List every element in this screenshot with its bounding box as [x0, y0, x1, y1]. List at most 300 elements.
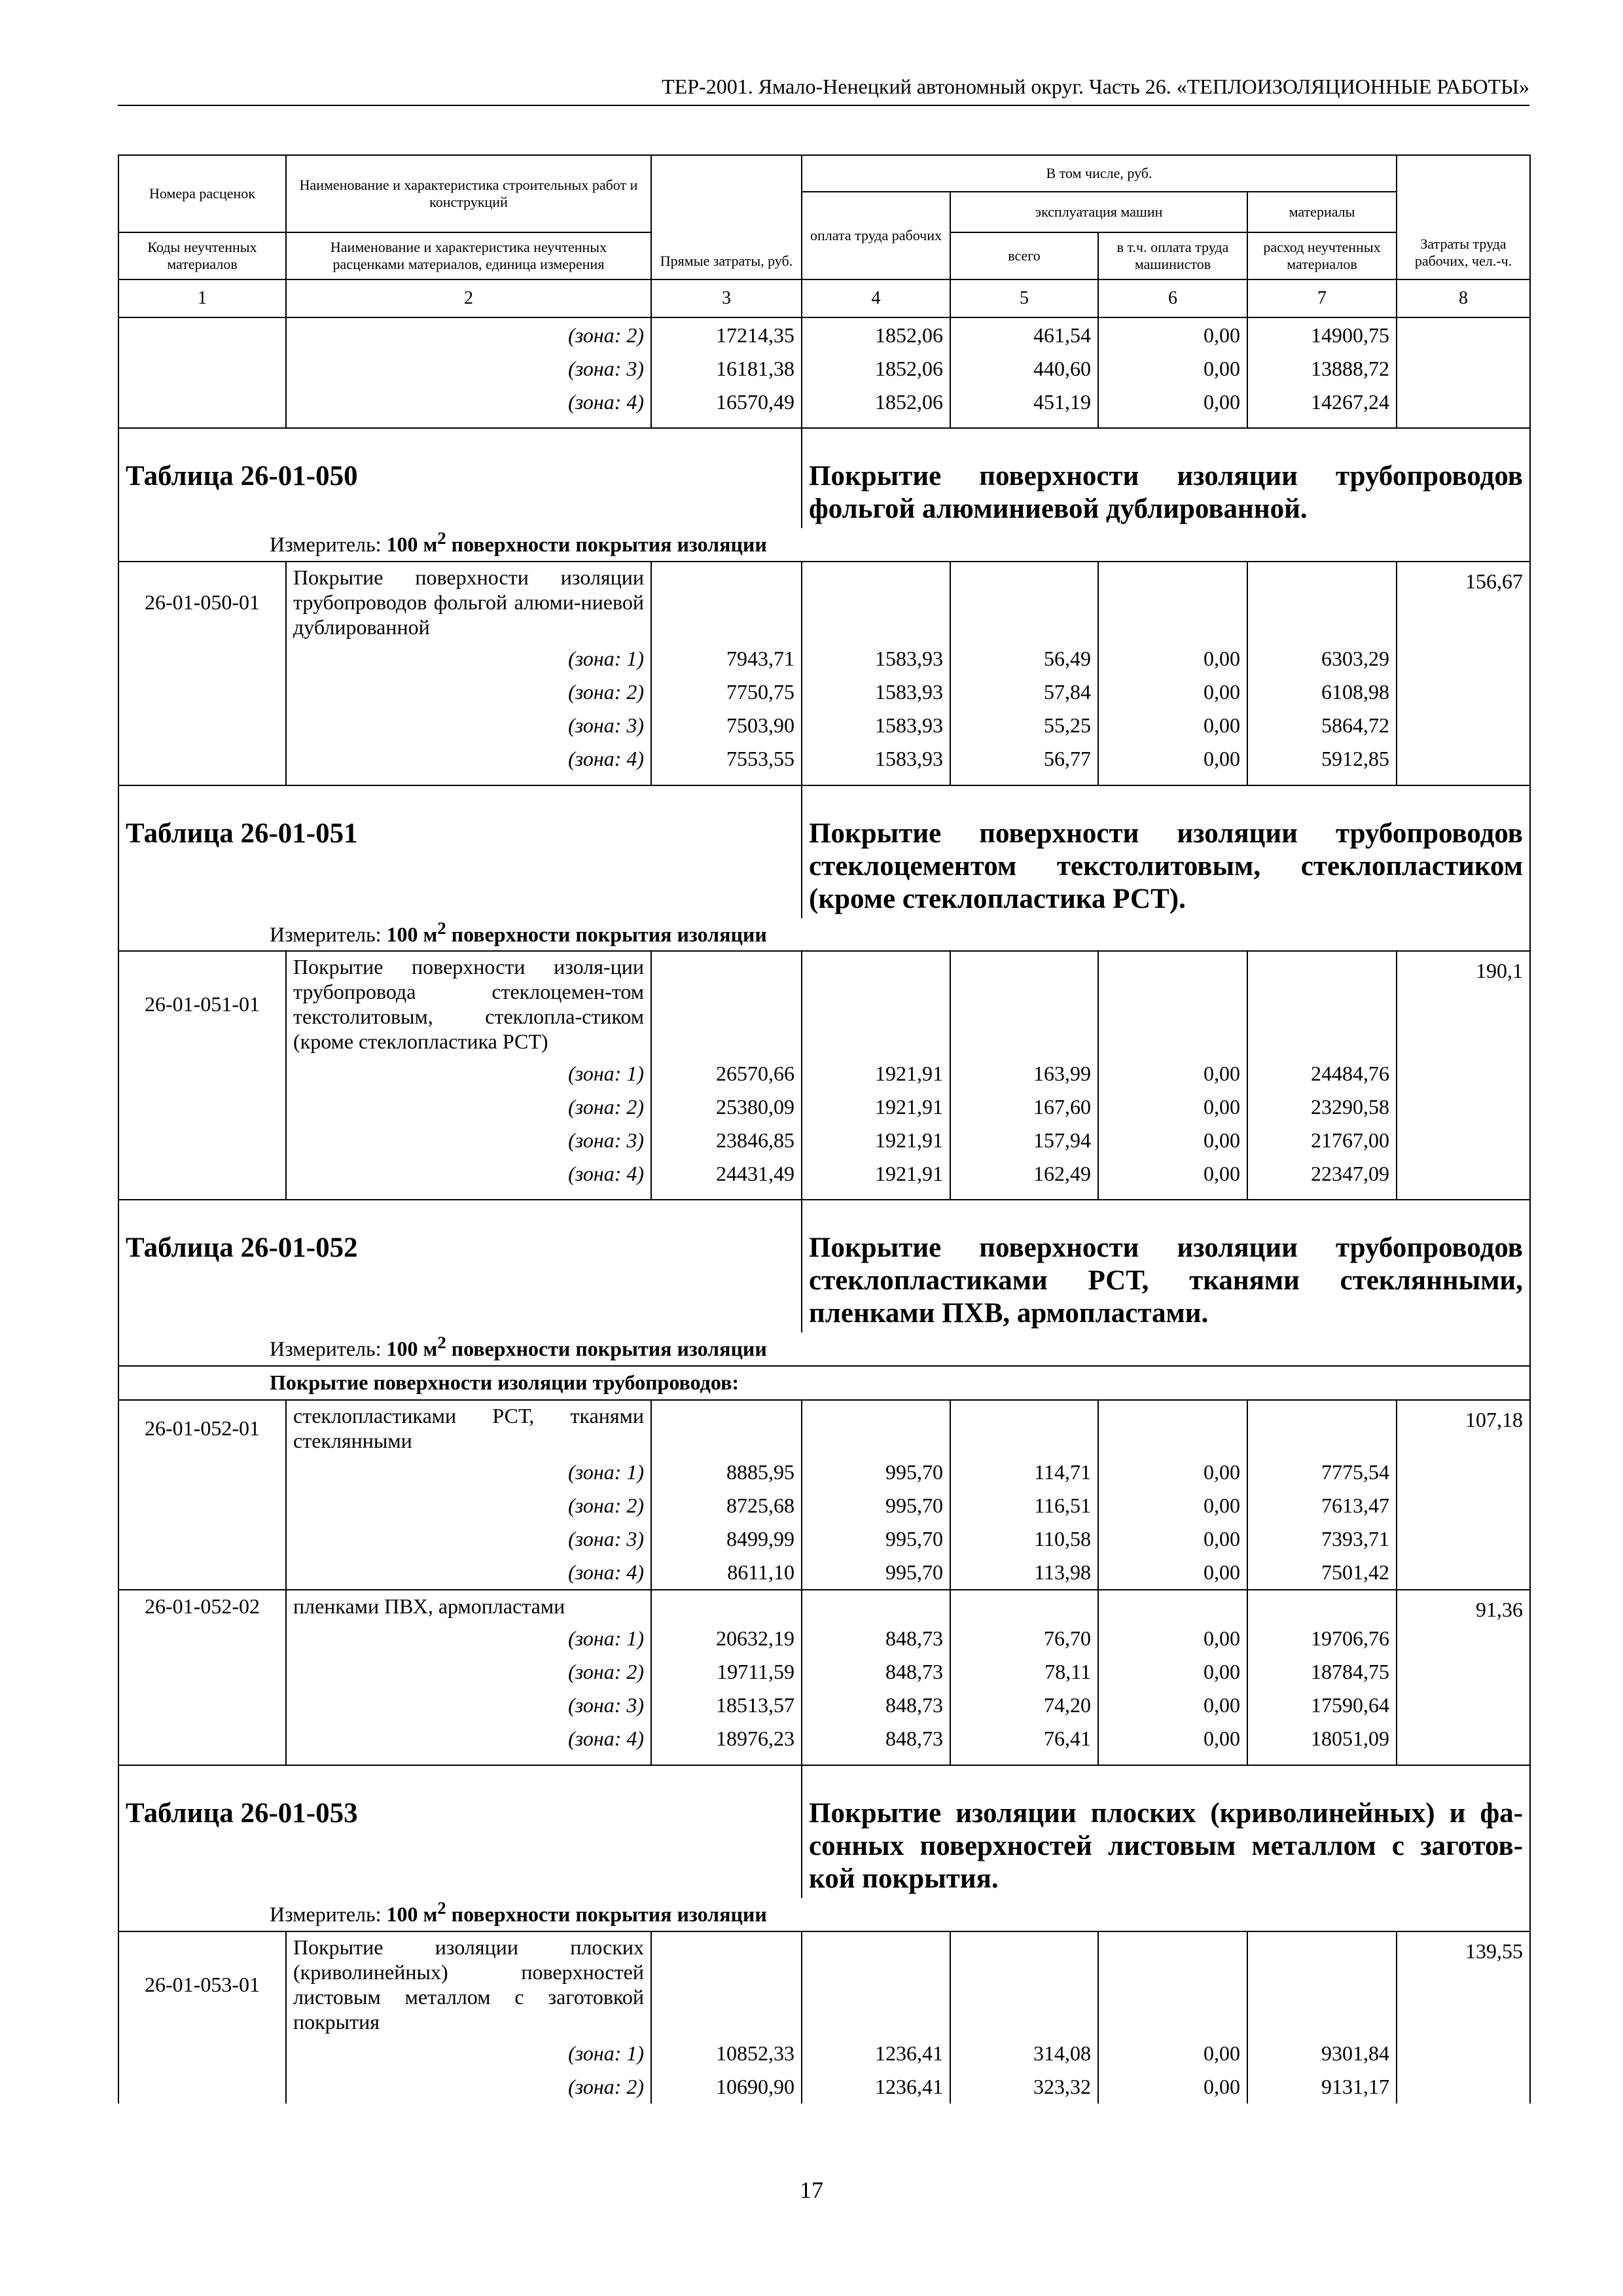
machinists-pay-value: 0,00 [1098, 1157, 1247, 1190]
zone-label: (зона: 1) [286, 1622, 651, 1655]
zone-label: (зона: 2) [286, 1489, 651, 1522]
zone-row [118, 351, 1530, 385]
col-labor-costs: Затраты труда рабочих, чел.-ч. [1397, 155, 1530, 279]
materials-value: 23290,58 [1247, 1090, 1397, 1123]
labor-pay-value: 848,73 [802, 1622, 950, 1655]
labor-hours-cell [1397, 351, 1530, 385]
measure-value: 100 м [386, 532, 438, 556]
direct-costs-value: 10690,90 [651, 2070, 802, 2104]
rate-description: стеклопластиками РСТ, тканями стеклянными [286, 1400, 651, 1456]
rate-row [118, 1400, 1530, 1456]
materials-value: 19706,76 [1247, 1622, 1397, 1655]
running-header: ТЕР-2001. Ямало-Ненецкий автономный округ. Часть 26. «ТЕПЛОИЗОЛЯЦИОННЫЕ РАБОТЫ» [662, 75, 1529, 98]
labor-hours-value: 107,18 [1397, 1400, 1530, 1456]
spacer-cell [286, 1190, 651, 1200]
labor-pay-value: 995,70 [802, 1489, 950, 1522]
materials-value: 9131,17 [1247, 2070, 1397, 2104]
labor-pay-value: 995,70 [802, 1556, 950, 1590]
machines-value: 76,70 [950, 1622, 1098, 1655]
zone-row [118, 1123, 1530, 1157]
zone-label: (зона: 1) [286, 1056, 651, 1090]
labor-hours-value: 139,55 [1397, 1931, 1530, 2037]
zone-row [118, 1622, 1530, 1655]
table-section-header [118, 785, 1530, 918]
labor-hours-cell [1397, 675, 1530, 709]
labor-hours-cell [1397, 1157, 1530, 1190]
machinists-pay-value: 0,00 [1098, 1655, 1247, 1689]
zone-label: (зона: 1) [286, 1456, 651, 1489]
materials-value: 14900,75 [1247, 317, 1397, 351]
labor-hours-value: 156,67 [1397, 562, 1530, 642]
zone-row [118, 2037, 1530, 2070]
empty-cell [1098, 562, 1247, 642]
labor-hours-cell [1397, 1456, 1530, 1489]
labor-hours-cell [1397, 1489, 1530, 1522]
zone-label: (зона: 4) [286, 1556, 651, 1590]
measure-description: поверхности покрытия изоляции [446, 922, 767, 946]
col-machines-total: всего [950, 232, 1098, 279]
zone-label: (зона: 2) [286, 1090, 651, 1123]
zone-row [118, 1689, 1530, 1722]
machines-value: 56,49 [950, 642, 1098, 675]
measure-unit [118, 528, 1530, 562]
labor-pay-value: 1236,41 [802, 2070, 950, 2104]
materials-value: 5864,72 [1247, 709, 1397, 742]
code-cell [118, 1456, 286, 1489]
materials-value: 22347,09 [1247, 1157, 1397, 1190]
labor-hours-value: 190,1 [1397, 951, 1530, 1056]
labor-pay-value: 1583,93 [802, 642, 950, 675]
zone-row [118, 317, 1530, 351]
direct-costs-value: 23846,85 [651, 1123, 802, 1157]
empty-cell [802, 951, 950, 1056]
code-cell [118, 642, 286, 675]
direct-costs-value: 16181,38 [651, 351, 802, 385]
spacer-cell [802, 1190, 950, 1200]
rate-row [118, 562, 1530, 642]
empty-cell [950, 1400, 1098, 1456]
code-cell [118, 1689, 286, 1722]
zone-row [118, 1722, 1530, 1755]
labor-pay-value: 1583,93 [802, 709, 950, 742]
spacer-cell [1397, 1190, 1530, 1200]
code-cell [118, 1489, 286, 1522]
labor-pay-value: 1921,91 [802, 1157, 950, 1190]
zone-label: (зона: 4) [286, 1157, 651, 1190]
materials-value: 24484,76 [1247, 1056, 1397, 1090]
empty-cell [950, 1590, 1098, 1622]
machines-value: 113,98 [950, 1556, 1098, 1590]
labor-hours-cell [1397, 1722, 1530, 1755]
machinists-pay-value: 0,00 [1098, 1722, 1247, 1755]
zone-row [118, 742, 1530, 776]
col-number: 6 [1098, 279, 1247, 317]
zone-row [118, 385, 1530, 418]
empty-cell [1247, 1400, 1397, 1456]
direct-costs-value: 7943,71 [651, 642, 802, 675]
col-unaccounted-materials: расход неучтенных материалов [1247, 232, 1397, 279]
code-cell [118, 1157, 286, 1190]
empty-cell [651, 1400, 802, 1456]
empty-cell [651, 1931, 802, 2037]
col-materials: материалы [1247, 192, 1397, 232]
zone-label: (зона: 2) [286, 2070, 651, 2104]
machinists-pay-value: 0,00 [1098, 1689, 1247, 1722]
spacer-cell [118, 418, 286, 428]
machinists-pay-value: 0,00 [1098, 1056, 1247, 1090]
rate-description: Покрытие изоляции плоских (криволинейных) поверхностей листовым металлом с заготовкой покрытия [286, 1931, 651, 2037]
zone-label: (зона: 4) [286, 1722, 651, 1755]
empty-cell [651, 1590, 802, 1622]
materials-value: 21767,00 [1247, 1123, 1397, 1157]
direct-costs-value: 25380,09 [651, 1090, 802, 1123]
spacer-cell [802, 1755, 950, 1765]
machines-value: 57,84 [950, 675, 1098, 709]
col-labor-pay: оплата труда рабочих [802, 192, 950, 279]
measure-prefix: Измеритель: [270, 1902, 387, 1926]
spacer-cell [286, 418, 651, 428]
measure-prefix: Измеритель: [270, 922, 387, 946]
code-cell [118, 1722, 286, 1755]
zone-row [118, 1456, 1530, 1489]
measure-value: 100 м [386, 1902, 438, 1926]
measure-description: поверхности покрытия изоляции [446, 1336, 767, 1361]
labor-hours-cell [1397, 385, 1530, 418]
table-name: Покрытие изоляции плоских (криволинейных) и фа-сонных поверхностей листовым металлом с заготов-кой покрытия. [802, 1765, 1530, 1898]
rate-code: 26-01-050-01 [118, 562, 286, 642]
col-number: 4 [802, 279, 950, 317]
spacer-cell [950, 1755, 1098, 1765]
machinists-pay-value: 0,00 [1098, 2070, 1247, 2104]
machines-value: 461,54 [950, 317, 1098, 351]
direct-costs-value: 10852,33 [651, 2037, 802, 2070]
labor-hours-cell [1397, 2070, 1530, 2104]
machines-value: 157,94 [950, 1123, 1098, 1157]
zone-label: (зона: 1) [286, 642, 651, 675]
group-label: Покрытие поверхности изоляции трубопроводов: [118, 1366, 1530, 1400]
labor-pay-value: 1852,06 [802, 385, 950, 418]
measure-superscript: 2 [437, 1897, 446, 1918]
empty-cell [802, 562, 950, 642]
code-cell [118, 1123, 286, 1157]
labor-hours-cell [1397, 1123, 1530, 1157]
machines-value: 163,99 [950, 1056, 1098, 1090]
col-work-name: Наименование и характеристика строительных работ и конструкций [286, 155, 651, 232]
code-cell [118, 1090, 286, 1123]
empty-cell [950, 562, 1098, 642]
spacer-cell [1397, 1755, 1530, 1765]
table-section-header [118, 1765, 1530, 1898]
empty-cell [1098, 1590, 1247, 1622]
spacer-cell [1098, 776, 1247, 785]
zone-row [118, 1655, 1530, 1689]
spacer-cell [1247, 1190, 1397, 1200]
measure-superscript: 2 [437, 918, 446, 938]
rate-row [118, 1931, 1530, 2037]
col-number: 7 [1247, 279, 1397, 317]
labor-hours-cell [1397, 2037, 1530, 2070]
spacer-cell [1247, 1755, 1397, 1765]
zone-row [118, 675, 1530, 709]
empty-cell [1098, 1400, 1247, 1456]
measure-description: поверхности покрытия изоляции [446, 1902, 767, 1926]
zone-label: (зона: 3) [286, 351, 651, 385]
machinists-pay-value: 0,00 [1098, 2037, 1247, 2070]
rates-table [118, 154, 1531, 2104]
zone-row [118, 1157, 1530, 1190]
direct-costs-value: 8611,10 [651, 1556, 802, 1590]
machinists-pay-value: 0,00 [1098, 742, 1247, 776]
measure-prefix: Измеритель: [270, 532, 387, 556]
table-name: Покрытие поверхности изоляции трубопроводов фольгой алюминиевой дублированной. [802, 428, 1530, 528]
direct-costs-value: 18513,57 [651, 1689, 802, 1722]
zone-row [118, 1522, 1530, 1556]
machines-value: 167,60 [950, 1090, 1098, 1123]
machinists-pay-value: 0,00 [1098, 709, 1247, 742]
rate-code: 26-01-051-01 [118, 951, 286, 1056]
empty-cell [651, 951, 802, 1056]
zone-row [118, 1090, 1530, 1123]
empty-cell [802, 1590, 950, 1622]
code-cell [118, 675, 286, 709]
code-cell [118, 1622, 286, 1655]
code-cell [118, 742, 286, 776]
zone-row [118, 1056, 1530, 1090]
materials-value: 6108,98 [1247, 675, 1397, 709]
direct-costs-value: 26570,66 [651, 1056, 802, 1090]
materials-value: 13888,72 [1247, 351, 1397, 385]
labor-hours-cell [1397, 1655, 1530, 1689]
machines-value: 451,19 [950, 385, 1098, 418]
machinists-pay-value: 0,00 [1098, 1123, 1247, 1157]
measure-value: 100 м [386, 1336, 438, 1361]
labor-pay-value: 848,73 [802, 1722, 950, 1755]
materials-value: 7613,47 [1247, 1489, 1397, 1522]
page-number: 17 [800, 2177, 823, 2203]
materials-value: 18051,09 [1247, 1722, 1397, 1755]
code-cell [118, 1522, 286, 1556]
labor-pay-value: 995,70 [802, 1522, 950, 1556]
labor-pay-value: 1583,93 [802, 742, 950, 776]
measure-row [118, 1333, 1530, 1366]
machines-value: 114,71 [950, 1456, 1098, 1489]
spacer-cell [286, 1755, 651, 1765]
spacer-row [118, 776, 1530, 785]
rate-row [118, 951, 1530, 1056]
col-material-name: Наименование и характеристика неучтенных расценками материалов, единица измерения [286, 232, 651, 279]
machinists-pay-value: 0,00 [1098, 675, 1247, 709]
materials-value: 17590,64 [1247, 1689, 1397, 1722]
spacer-cell [118, 1190, 286, 1200]
labor-hours-cell [1397, 742, 1530, 776]
rate-description: пленками ПВХ, армопластами [286, 1590, 651, 1622]
labor-hours-cell [1397, 1622, 1530, 1655]
code-cell [118, 1655, 286, 1689]
code-cell [118, 1556, 286, 1590]
rate-code: 26-01-053-01 [118, 1931, 286, 2037]
zone-row [118, 709, 1530, 742]
labor-hours-cell [1397, 642, 1530, 675]
machinists-pay-value: 0,00 [1098, 1090, 1247, 1123]
code-cell [118, 2037, 286, 2070]
spacer-cell [1098, 1190, 1247, 1200]
labor-pay-value: 1852,06 [802, 317, 950, 351]
labor-hours-cell [1397, 1689, 1530, 1722]
measure-unit [118, 1333, 1530, 1366]
labor-hours-cell [1397, 1090, 1530, 1123]
empty-cell [1247, 1590, 1397, 1622]
direct-costs-value: 7750,75 [651, 675, 802, 709]
zone-label: (зона: 2) [286, 1655, 651, 1689]
empty-cell [950, 1931, 1098, 2037]
measure-row [118, 528, 1530, 562]
rate-description: Покрытие поверхности изоляции трубопроводов фольгой алюми-ниевой дублированной [286, 562, 651, 642]
zone-label: (зона: 1) [286, 2037, 651, 2070]
table-title: Таблица 26-01-052 [118, 1200, 802, 1333]
table-name: Покрытие поверхности изоляции трубопроводов стеклоцементом текстолитовым, стеклопластиком (кроме стеклопластика РСТ). [802, 785, 1530, 918]
labor-pay-value: 848,73 [802, 1655, 950, 1689]
empty-cell [1247, 562, 1397, 642]
machinists-pay-value: 0,00 [1098, 1489, 1247, 1522]
spacer-cell [802, 418, 950, 428]
col-number: 2 [286, 279, 651, 317]
measure-row [118, 918, 1530, 952]
labor-pay-value: 1921,91 [802, 1090, 950, 1123]
machines-value: 55,25 [950, 709, 1098, 742]
spacer-cell [802, 776, 950, 785]
table-title: Таблица 26-01-053 [118, 1765, 802, 1898]
machines-value: 74,20 [950, 1689, 1098, 1722]
measure-description: поверхности покрытия изоляции [446, 532, 767, 556]
spacer-cell [1397, 776, 1530, 785]
spacer-cell [950, 418, 1098, 428]
spacer-cell [1247, 776, 1397, 785]
col-machines: эксплуатация машин [950, 192, 1247, 232]
direct-costs-value: 24431,49 [651, 1157, 802, 1190]
spacer-cell [950, 776, 1098, 785]
empty-cell [1098, 1931, 1247, 2037]
rate-code: 26-01-052-02 [118, 1590, 286, 1622]
machinists-pay-value: 0,00 [1098, 385, 1247, 418]
code-cell [118, 709, 286, 742]
header-rule [118, 105, 1529, 106]
direct-costs-value: 8725,68 [651, 1489, 802, 1522]
code-cell [118, 1056, 286, 1090]
measure-superscript: 2 [437, 528, 446, 548]
materials-value: 6303,29 [1247, 642, 1397, 675]
col-number: 5 [950, 279, 1098, 317]
spacer-cell [118, 776, 286, 785]
direct-costs-value: 20632,19 [651, 1622, 802, 1655]
code-cell [118, 317, 286, 351]
direct-costs-value: 7503,90 [651, 709, 802, 742]
spacer-row [118, 1755, 1530, 1765]
zone-label: (зона: 3) [286, 1522, 651, 1556]
empty-cell [651, 562, 802, 642]
measure-unit [118, 1898, 1530, 1931]
machinists-pay-value: 0,00 [1098, 1522, 1247, 1556]
labor-pay-value: 1583,93 [802, 675, 950, 709]
zone-row [118, 642, 1530, 675]
direct-costs-value: 19711,59 [651, 1655, 802, 1689]
labor-hours-cell [1397, 1522, 1530, 1556]
empty-cell [802, 1931, 950, 2037]
machinists-pay-value: 0,00 [1098, 1622, 1247, 1655]
rates-table-body [118, 155, 1530, 2104]
direct-costs-value: 8499,99 [651, 1522, 802, 1556]
table-section-header [118, 1200, 1530, 1333]
machines-value: 116,51 [950, 1489, 1098, 1522]
direct-costs-value: 16570,49 [651, 385, 802, 418]
materials-value: 14267,24 [1247, 385, 1397, 418]
empty-cell [1247, 951, 1397, 1056]
zone-label: (зона: 4) [286, 742, 651, 776]
spacer-cell [1397, 418, 1530, 428]
code-cell [118, 385, 286, 418]
labor-pay-value: 848,73 [802, 1689, 950, 1722]
rate-description: Покрытие поверхности изоля-ции трубопровода стеклоцемен-том текстолитовым, стеклопла-стиком (кроме стеклопластика РСТ) [286, 951, 651, 1056]
spacer-cell [651, 1755, 802, 1765]
labor-pay-value: 1236,41 [802, 2037, 950, 2070]
direct-costs-value: 8885,95 [651, 1456, 802, 1489]
materials-value: 18784,75 [1247, 1655, 1397, 1689]
spacer-cell [118, 1755, 286, 1765]
machines-value: 323,32 [950, 2070, 1098, 2104]
materials-value: 5912,85 [1247, 742, 1397, 776]
machinists-pay-value: 0,00 [1098, 1456, 1247, 1489]
spacer-row [118, 418, 1530, 428]
measure-row [118, 1898, 1530, 1931]
materials-value: 7501,42 [1247, 1556, 1397, 1590]
empty-cell [802, 1400, 950, 1456]
spacer-cell [286, 776, 651, 785]
measure-prefix: Измеритель: [270, 1336, 387, 1361]
labor-pay-value: 1921,91 [802, 1123, 950, 1157]
measure-superscript: 2 [437, 1333, 446, 1353]
zone-label: (зона: 2) [286, 317, 651, 351]
zone-label: (зона: 4) [286, 385, 651, 418]
table-section-header [118, 428, 1530, 528]
measure-unit [118, 918, 1530, 952]
spacer-cell [651, 776, 802, 785]
machines-value: 78,11 [950, 1655, 1098, 1689]
table-name: Покрытие поверхности изоляции трубопроводов стеклопластиками РСТ, тканями стеклянными, пленками ПХВ, армопластами. [802, 1200, 1530, 1333]
col-number: 8 [1397, 279, 1530, 317]
machines-value: 162,49 [950, 1157, 1098, 1190]
column-numbers-row [118, 279, 1530, 317]
group-row [118, 1366, 1530, 1400]
zone-row [118, 2070, 1530, 2104]
direct-costs-value: 18976,23 [651, 1722, 802, 1755]
rate-code: 26-01-052-01 [118, 1400, 286, 1456]
zone-row [118, 1556, 1530, 1590]
col-direct-costs: Прямые затраты, руб. [651, 155, 802, 279]
spacer-cell [1098, 1755, 1247, 1765]
zone-row [118, 1489, 1530, 1522]
zone-label: (зона: 3) [286, 1689, 651, 1722]
measure-value: 100 м [386, 922, 438, 946]
col-number: 1 [118, 279, 286, 317]
col-machinists-pay: в т.ч. оплата труда машинистов [1098, 232, 1247, 279]
machinists-pay-value: 0,00 [1098, 317, 1247, 351]
col-rate-numbers: Номера расценок [118, 155, 286, 232]
table-title: Таблица 26-01-050 [118, 428, 802, 528]
zone-label: (зона: 3) [286, 709, 651, 742]
labor-hours-cell [1397, 1056, 1530, 1090]
empty-cell [1098, 951, 1247, 1056]
materials-value: 7393,71 [1247, 1522, 1397, 1556]
labor-hours-cell [1397, 1556, 1530, 1590]
